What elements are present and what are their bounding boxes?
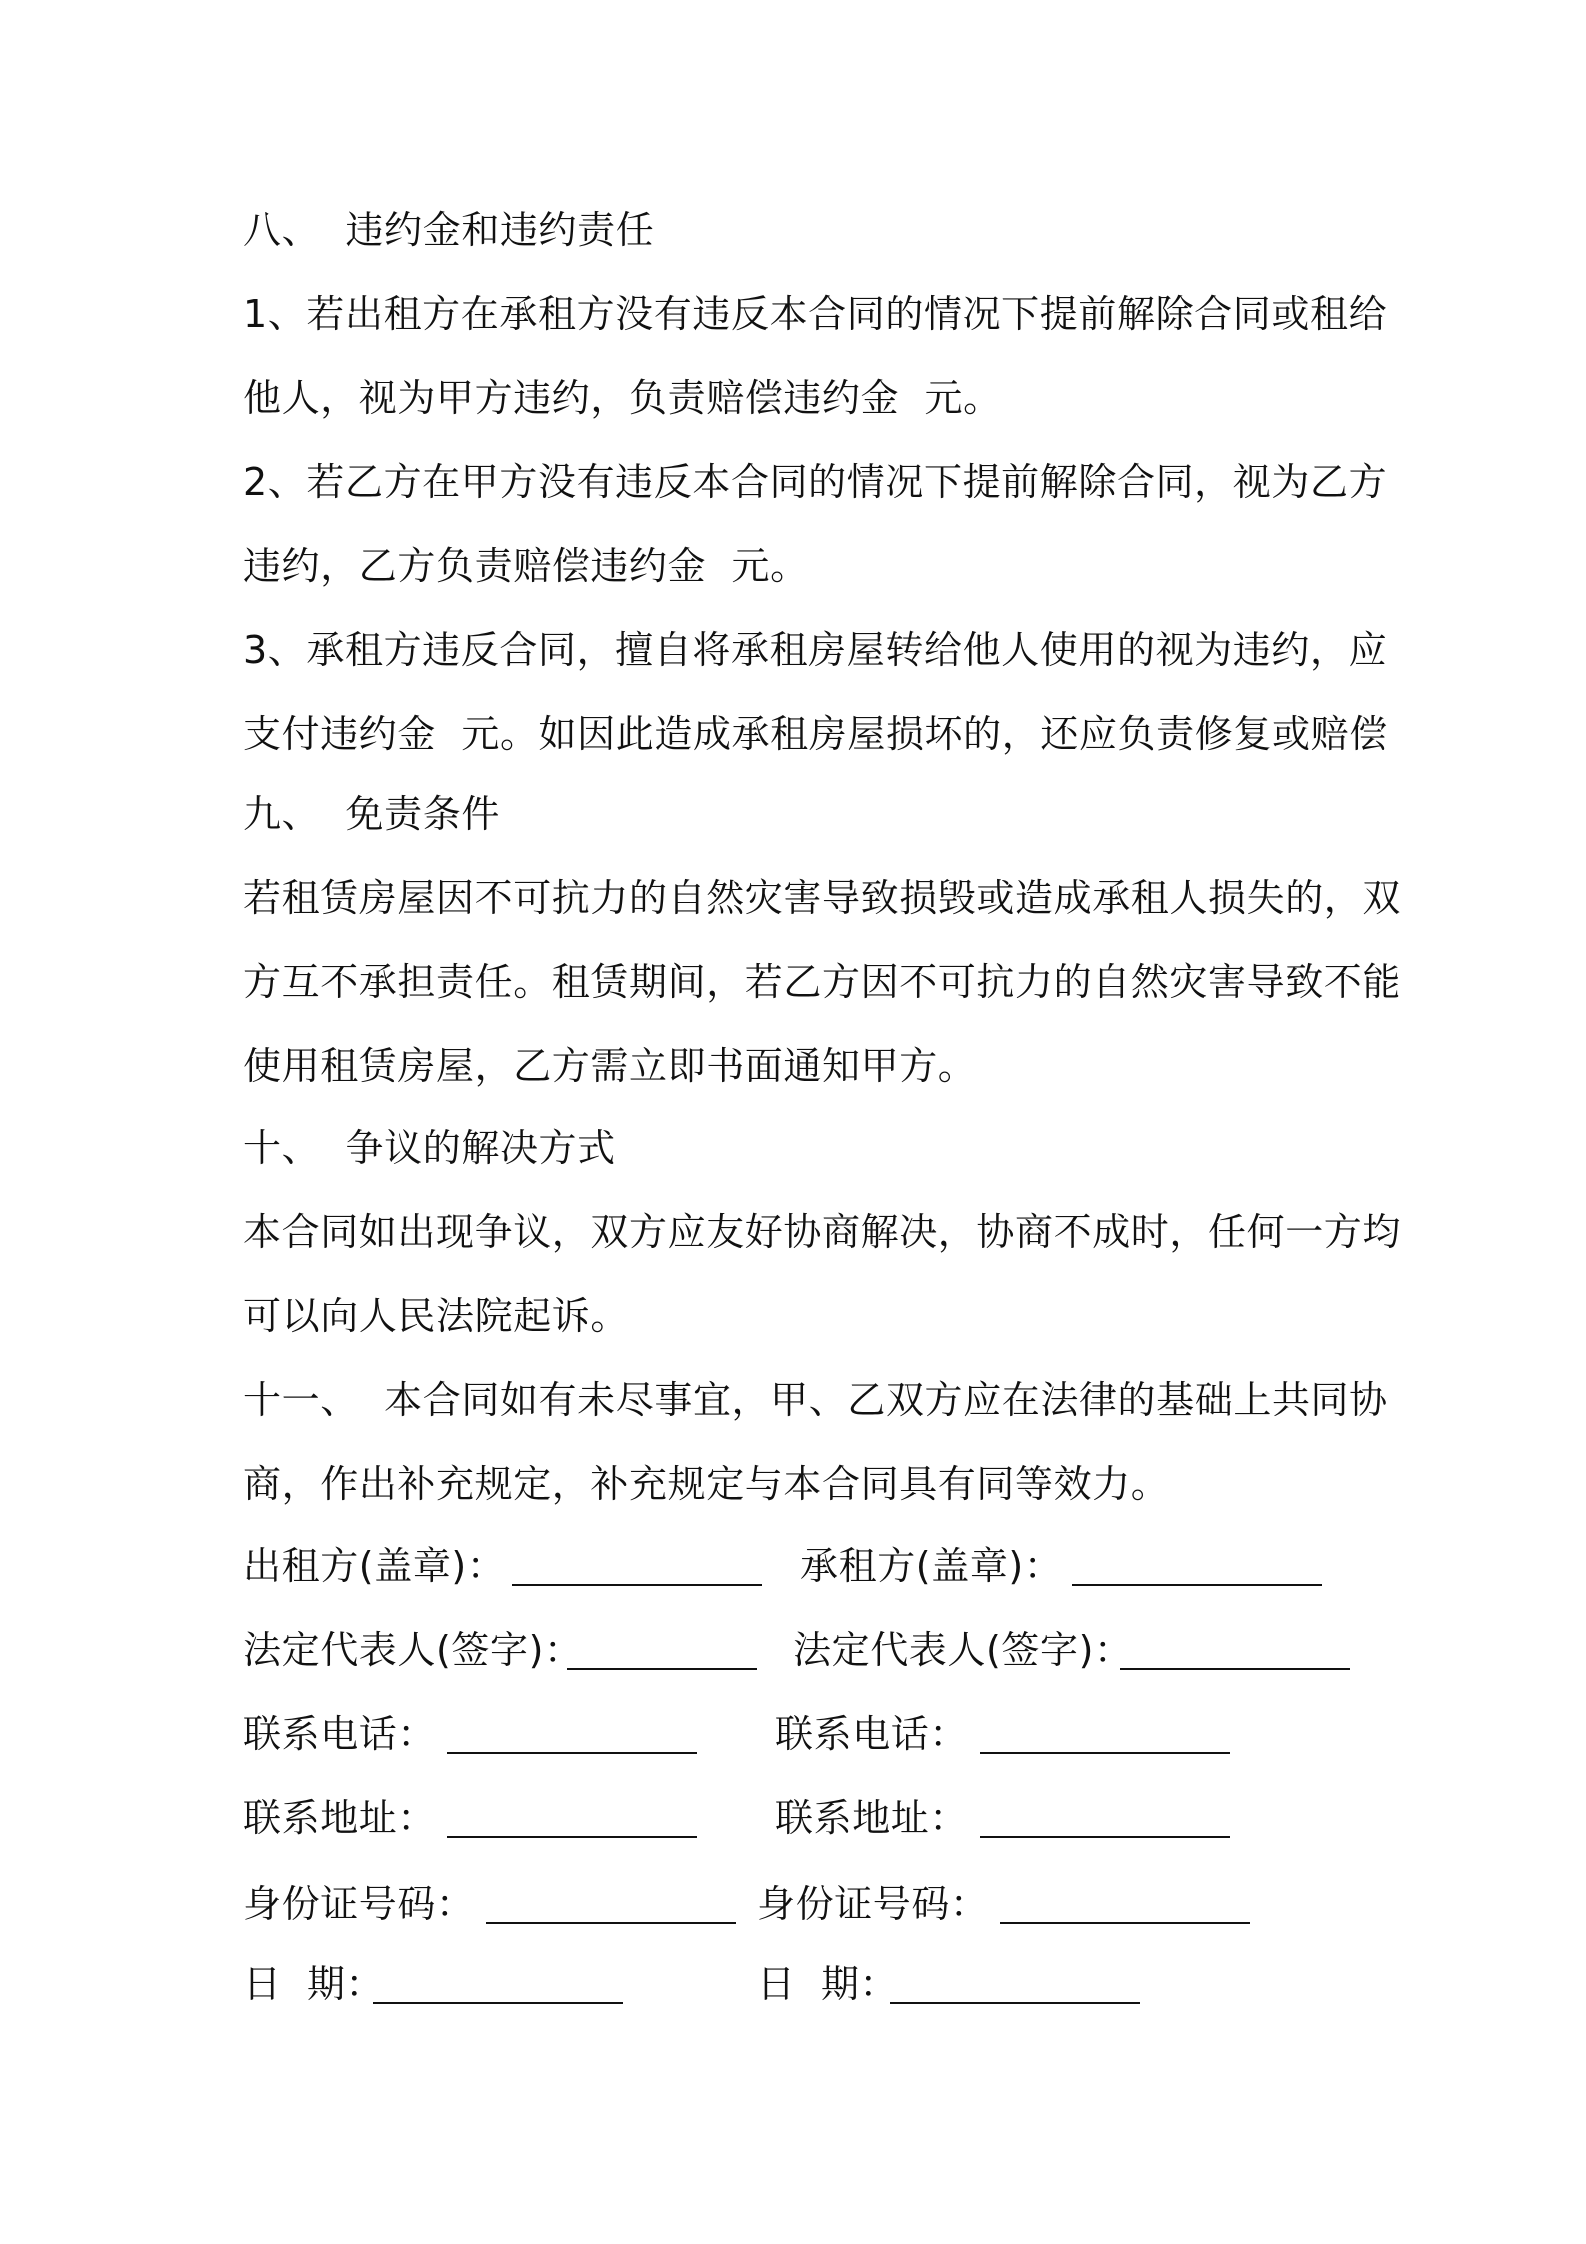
id-number-a-blank[interactable]	[486, 1922, 736, 1924]
legal-rep-b-label: 法定代表人(签字)：	[793, 1628, 1133, 1672]
id-number-a-label: 身份证号码：	[243, 1882, 475, 1926]
legal-rep-b-blank[interactable]	[1120, 1668, 1350, 1670]
section-9-line-2: 方互不承担责任。租赁期间，若乙方因不可抗力的自然灾害导致不能	[243, 960, 1402, 1004]
lessee-seal-label: 承租方(盖章)：	[800, 1544, 1063, 1588]
lessor-seal-label: 出租方(盖章)：	[243, 1544, 506, 1588]
clause-8-2-line-1: 2、若乙方在甲方没有违反本合同的情况下提前解除合同，视为乙方	[243, 460, 1388, 504]
section-10-line-1: 本合同如出现争议，双方应友好协商解决，协商不成时，任何一方均	[243, 1210, 1402, 1254]
lessor-seal-blank[interactable]	[512, 1584, 762, 1586]
section-11-line-1: 十一、 本合同如有未尽事宜，甲、乙双方应在法律的基础上共同协	[243, 1378, 1388, 1422]
lessee-seal-blank[interactable]	[1072, 1584, 1322, 1586]
clause-8-1-line-1: 1、若出租方在承租方没有违反本合同的情况下提前解除合同或租给	[243, 292, 1388, 336]
date-b-label: 日 期：	[757, 1962, 899, 2006]
phone-b-label: 联系电话：	[775, 1712, 969, 1756]
clause-8-1-line-2: 他人，视为甲方违约，负责赔偿违约金 元。	[243, 376, 1002, 420]
phone-a-blank[interactable]	[447, 1752, 697, 1754]
address-b-blank[interactable]	[980, 1836, 1230, 1838]
section-9-heading: 九、 免责条件	[243, 792, 500, 836]
clause-8-3-line-2: 支付违约金 元。如因此造成承租房屋损坏的，还应负责修复或赔偿	[243, 712, 1388, 756]
section-9-line-3: 使用租赁房屋，乙方需立即书面通知甲方。	[243, 1044, 977, 1088]
phone-b-blank[interactable]	[980, 1752, 1230, 1754]
section-11-line-2: 商，作出补充规定，补充规定与本合同具有同等效力。	[243, 1462, 1170, 1506]
section-9-line-1: 若租赁房屋因不可抗力的自然灾害导致损毁或造成承租人损失的，双	[243, 876, 1402, 920]
section-10-heading: 十、 争议的解决方式	[243, 1126, 616, 1170]
section-10-line-2: 可以向人民法院起诉。	[243, 1294, 630, 1338]
section-8-heading: 八、 违约金和违约责任	[243, 208, 655, 252]
id-number-b-label: 身份证号码：	[757, 1882, 989, 1926]
clause-8-2-line-2: 违约，乙方负责赔偿违约金 元。	[243, 544, 809, 588]
id-number-b-blank[interactable]	[1000, 1922, 1250, 1924]
date-a-blank[interactable]	[373, 2002, 623, 2004]
clause-8-3-line-1: 3、承租方违反合同，擅自将承租房屋转给他人使用的视为违约，应	[243, 628, 1388, 672]
legal-rep-a-blank[interactable]	[567, 1668, 757, 1670]
legal-rep-a-label: 法定代表人(签字)：	[243, 1628, 583, 1672]
address-a-blank[interactable]	[447, 1836, 697, 1838]
phone-a-label: 联系电话：	[243, 1712, 437, 1756]
address-b-label: 联系地址：	[775, 1796, 969, 1840]
address-a-label: 联系地址：	[243, 1796, 437, 1840]
date-a-label: 日 期：	[243, 1962, 385, 2006]
date-b-blank[interactable]	[890, 2002, 1140, 2004]
